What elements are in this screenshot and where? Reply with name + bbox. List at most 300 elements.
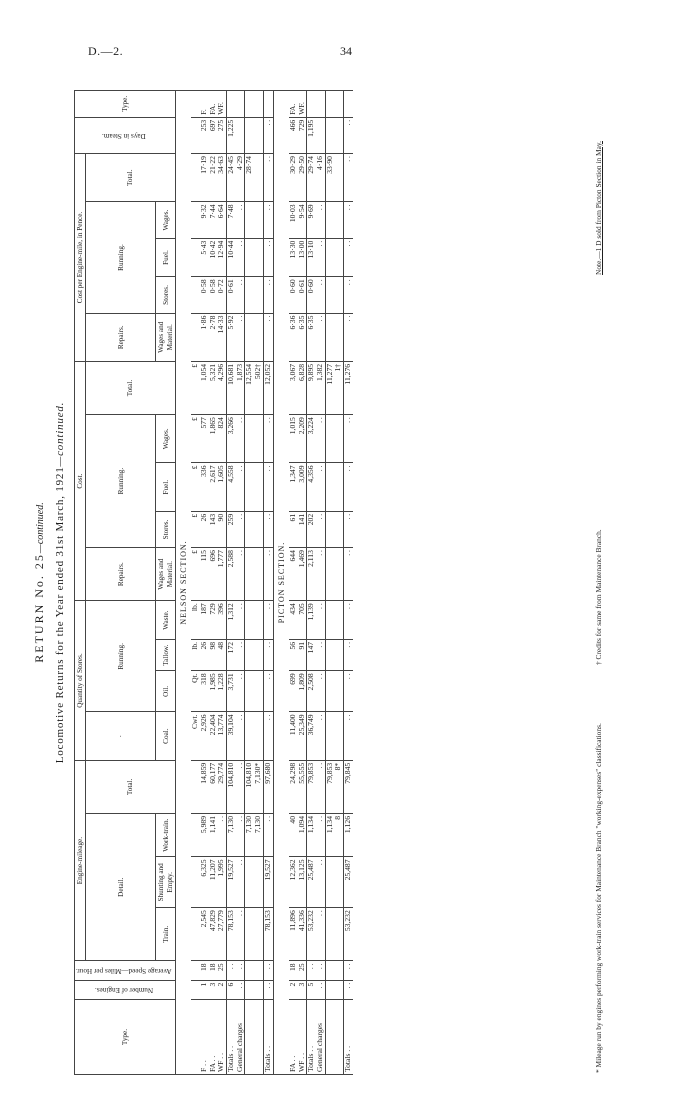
- table-cell: 0·60: [307, 277, 316, 313]
- table-cell: . .: [236, 857, 245, 908]
- table-cell: 29·74: [307, 154, 316, 202]
- table-cell: . .: [263, 601, 273, 640]
- table-cell: [316, 91, 325, 118]
- table-cell: . .: [316, 712, 325, 760]
- col-engines: Number of Engines.: [75, 980, 176, 999]
- table-cell: . .: [263, 712, 273, 760]
- table-cell: 1,382: [316, 361, 325, 414]
- table-cell: 61: [289, 511, 298, 547]
- table-cell: [254, 277, 263, 313]
- table-cell: 79,853: [307, 760, 316, 813]
- table-cell: . .: [344, 639, 353, 670]
- table-cell: [325, 463, 334, 511]
- rotated-table-frame: [32, 90, 618, 1075]
- table-cell: 11,207: [209, 857, 218, 908]
- table-cell: 7,130: [245, 813, 254, 857]
- table-cell: . .: [263, 813, 273, 857]
- col-p-wages-material: Wages and Material.: [156, 313, 176, 361]
- table-cell: [325, 277, 334, 313]
- table-cell: 18: [200, 961, 209, 980]
- table-cell: 6·36: [289, 313, 298, 361]
- table-cell: 48: [217, 639, 226, 670]
- table-cell: . .: [263, 277, 273, 313]
- table-cell: FA.: [289, 91, 298, 118]
- table-cell: 0·72: [217, 277, 226, 313]
- table-cell: 4·29: [236, 154, 245, 202]
- table-cell: 78,153: [227, 908, 236, 961]
- col-days-in-steam: Days in Steam.: [75, 117, 176, 153]
- table-cell: . .: [344, 548, 353, 601]
- table-cell: 6·64: [217, 202, 226, 238]
- table-cell: Totals . .: [227, 1000, 236, 1075]
- section-heading-nelson: [175, 91, 191, 1075]
- table-cell: [254, 117, 263, 153]
- table-cell: 336: [200, 463, 209, 511]
- table-cell: 318: [200, 671, 209, 712]
- table-cell: FA . .: [289, 1000, 298, 1075]
- table-cell: 27,779: [217, 908, 226, 961]
- col-p-wages: Wages.: [156, 202, 176, 238]
- col-detail: Detail.: [86, 813, 156, 960]
- table-cell: . .: [236, 511, 245, 547]
- table-cell: 7·44: [209, 202, 218, 238]
- table-cell: 3: [209, 980, 218, 999]
- col-cost-running: Running.: [86, 415, 156, 548]
- table-cell: . .: [217, 813, 226, 857]
- table-cell: 0·58: [209, 277, 218, 313]
- table-cell: . .: [344, 712, 353, 760]
- col-wages-material: Wages and Material.: [156, 548, 176, 601]
- table-cell: 2,545: [200, 908, 209, 961]
- table-cell: 25,487: [344, 857, 353, 908]
- col-coal: Coal.: [156, 712, 176, 760]
- col-cost-total: Total.: [86, 361, 176, 414]
- table-cell: F . .: [200, 1000, 209, 1075]
- table-cell: . .: [263, 639, 273, 670]
- table-cell: 6: [227, 980, 236, 999]
- table-cell: . .: [316, 548, 325, 601]
- table-cell: 705: [298, 601, 307, 640]
- table-cell: [254, 601, 263, 640]
- table-cell: [254, 961, 263, 980]
- table-cell: [254, 463, 263, 511]
- table-cell: [245, 548, 254, 601]
- table-cell: WF.: [217, 91, 226, 118]
- table-cell: 1,134: [325, 813, 334, 857]
- table-cell: 1,094: [298, 813, 307, 857]
- table-cell: . .: [316, 639, 325, 670]
- table-cell: 502†: [254, 361, 263, 414]
- table-cell: [325, 601, 334, 640]
- table-cell: . .: [316, 980, 325, 999]
- table-cell: Cwt.: [191, 712, 200, 760]
- table-cell: 172: [227, 639, 236, 670]
- table-cell: [334, 91, 343, 118]
- table-cell: 5·92: [227, 313, 236, 361]
- table-cell: . .: [263, 463, 273, 511]
- table-cell: lb.: [191, 601, 200, 640]
- table-cell: 3,224: [307, 415, 316, 463]
- table-cell: . .: [236, 202, 245, 238]
- table-cell: [254, 91, 263, 118]
- table-cell: [316, 117, 325, 153]
- table-cell: 10·44: [227, 238, 236, 277]
- table-cell: [245, 857, 254, 908]
- table-cell: . .: [316, 908, 325, 961]
- table-cell: [254, 202, 263, 238]
- table-cell: 6,828: [298, 361, 307, 414]
- table-cell: [325, 91, 334, 118]
- table-cell: 24·45: [227, 154, 236, 202]
- table-cell: 13·00: [298, 238, 307, 277]
- table-cell: 0·61: [298, 277, 307, 313]
- table-cell: [254, 1000, 263, 1075]
- table-cell: £: [191, 548, 200, 601]
- table-cell: [245, 671, 254, 712]
- table-cell: 29·50: [298, 154, 307, 202]
- table-cell: WF.: [298, 91, 307, 118]
- table-cell: [227, 91, 236, 118]
- table-cell: 41,336: [298, 908, 307, 961]
- general-charges-row: [316, 91, 325, 1075]
- table-cell: . .: [344, 117, 353, 153]
- table-cell: 11,277: [325, 361, 334, 414]
- table-cell: 1,015: [289, 415, 298, 463]
- table-cell: F.: [200, 91, 209, 118]
- table-cell: 5,321: [209, 361, 218, 414]
- table-cell: 21·22: [209, 154, 218, 202]
- table-cell: 36,749: [307, 712, 316, 760]
- table-cell: 253: [200, 117, 209, 153]
- table-cell: [325, 671, 334, 712]
- table-cell: 466: [289, 117, 298, 153]
- table-cell: . .: [263, 117, 273, 153]
- table-cell: . .: [236, 980, 245, 999]
- table-cell: . .: [236, 961, 245, 980]
- table-cell: 9·32: [200, 202, 209, 238]
- table-cell: 55,555: [298, 760, 307, 813]
- table-cell: 13·10: [307, 238, 316, 277]
- table-cell: lb.: [191, 639, 200, 670]
- table-cell: . .: [316, 760, 325, 813]
- table-cell: [307, 91, 316, 118]
- table-cell: 79,853: [325, 760, 334, 813]
- table-cell: [325, 313, 334, 361]
- table-cell: 577: [200, 415, 209, 463]
- table-cell: General charges: [316, 1000, 325, 1075]
- table-body: [175, 91, 352, 1075]
- table-cell: 91: [298, 639, 307, 670]
- table-cell: . .: [236, 671, 245, 712]
- table-cell: [245, 980, 254, 999]
- table-cell: WF . .: [217, 1000, 226, 1075]
- table-cell: [325, 117, 334, 153]
- table-cell: 2,617: [209, 463, 218, 511]
- table-cell: 13,774: [217, 712, 226, 760]
- section-heading: NELSON SECTION.: [175, 91, 191, 1075]
- table-cell: . .: [236, 712, 245, 760]
- table-cell: 115: [200, 548, 209, 601]
- final-totals-row: [263, 91, 273, 1075]
- table-cell: 1,126: [344, 813, 353, 857]
- table-cell: 143: [209, 511, 218, 547]
- table-cell: 7·48: [227, 202, 236, 238]
- table-cell: [254, 154, 263, 202]
- col-running: Running.: [86, 601, 156, 712]
- table-cell: 141: [298, 511, 307, 547]
- table-cell: 4,558: [227, 463, 236, 511]
- table-cell: . .: [316, 313, 325, 361]
- table-cell: . .: [344, 961, 353, 980]
- table-cell: 2,209: [298, 415, 307, 463]
- table-cell: 729: [209, 601, 218, 640]
- table-cell: 56: [289, 639, 298, 670]
- return-subtitle: Locomotive Returns for the Year ended 31st March, 1921—continued.: [54, 401, 66, 764]
- table-cell: Totals . .: [307, 1000, 316, 1075]
- totals-row: [307, 91, 316, 1075]
- footnote-note: Note.—1 D sold from Picton Section in May.: [594, 141, 603, 275]
- table-cell: . .: [236, 463, 245, 511]
- return-title: RETURN No. 25—continued.: [32, 502, 46, 663]
- col-p-running: Running.: [86, 202, 156, 313]
- table-cell: 60,177: [209, 760, 218, 813]
- table-cell: [245, 601, 254, 640]
- table-cell: 12,362: [289, 857, 298, 908]
- table-cell: . .: [263, 415, 273, 463]
- table-cell: . .: [344, 601, 353, 640]
- table-cell: [254, 548, 263, 601]
- table-cell: . .: [236, 601, 245, 640]
- table-cell: 104,810: [245, 760, 254, 813]
- table-cell: 3,731: [227, 671, 236, 712]
- table-cell: 9·54: [298, 202, 307, 238]
- table-cell: 1,469: [298, 548, 307, 601]
- table-cell: 9·69: [307, 202, 316, 238]
- table-cell: 0·61: [227, 277, 236, 313]
- table-cell: . .: [316, 671, 325, 712]
- table-cell: [245, 511, 254, 547]
- table-cell: [245, 639, 254, 670]
- table-cell: 33·90: [325, 154, 334, 202]
- table-cell: . .: [344, 671, 353, 712]
- table-cell: 1,777: [217, 548, 226, 601]
- table-cell: . .: [263, 511, 273, 547]
- footnote-star: * Mileage run by engines performing work-train services for Maintenance Branch "working-expenses" classifications.: [594, 723, 603, 1073]
- col-engine-mileage: Engine-mileage.: [75, 760, 86, 961]
- table-cell: 6·35: [298, 313, 307, 361]
- table-cell: 18: [209, 961, 218, 980]
- table-cell: 1·86: [200, 313, 209, 361]
- table-cell: [325, 1000, 334, 1075]
- table-cell: [245, 415, 254, 463]
- col-p-fuel: Fuel.: [156, 238, 176, 277]
- table-cell: 696: [209, 548, 218, 601]
- section-heading-picton: [273, 91, 289, 1075]
- table-cell: £: [191, 463, 200, 511]
- table-cell: 78,153: [263, 908, 273, 961]
- table-cell: 7,130: [227, 813, 236, 857]
- table-cell: FA . .: [209, 1000, 218, 1075]
- document-reference: D.—2.: [88, 44, 124, 58]
- table-cell: 5,989: [200, 813, 209, 857]
- table-cell: [245, 961, 254, 980]
- table-cell: . .: [344, 154, 353, 202]
- table-cell: . .: [307, 961, 316, 980]
- table-cell: . .: [263, 154, 273, 202]
- table-cell: [325, 980, 334, 999]
- subtotal-row: [325, 91, 334, 1075]
- table-cell: 34·63: [217, 154, 226, 202]
- table-cell: [254, 313, 263, 361]
- table-cell: 1,809: [298, 671, 307, 712]
- table-cell: 17·19: [200, 154, 209, 202]
- col-wages: Wages.: [156, 415, 176, 463]
- table-cell: . .: [344, 463, 353, 511]
- table-cell: 1†: [334, 361, 343, 414]
- table-cell: [245, 712, 254, 760]
- table-cell: 2: [289, 980, 298, 999]
- table-cell: [245, 117, 254, 153]
- table-cell: . .: [316, 857, 325, 908]
- table-cell: 3,067: [289, 361, 298, 414]
- table-cell: . .: [263, 671, 273, 712]
- table-cell: 13,125: [298, 857, 307, 908]
- table-cell: [325, 961, 334, 980]
- table-cell: 3: [298, 980, 307, 999]
- col-tallow: Tallow.: [156, 639, 176, 670]
- table-cell: [245, 313, 254, 361]
- table-cell: [254, 639, 263, 670]
- table-cell: 2,508: [307, 671, 316, 712]
- table-cell: 1,134: [307, 813, 316, 857]
- table-cell: [245, 277, 254, 313]
- table-cell: [245, 238, 254, 277]
- page-number: 34: [340, 44, 352, 58]
- col-cost: Cost.: [75, 361, 86, 600]
- table-cell: [254, 980, 263, 999]
- table-cell: . .: [263, 238, 273, 277]
- col-running-blank: ·: [86, 712, 156, 760]
- table-cell: 1,347: [289, 463, 298, 511]
- table-cell: 396: [217, 601, 226, 640]
- totals-row: [227, 91, 236, 1075]
- col-p-repairs: Repairs.: [86, 313, 156, 361]
- table-cell: £: [191, 415, 200, 463]
- col-cost-per-engine-mile: Cost per Engine-mile, in Pence.: [75, 154, 86, 362]
- table-cell: [254, 857, 263, 908]
- table-cell: . .: [263, 548, 273, 601]
- table-cell: [236, 91, 245, 118]
- table-cell: 29,774: [217, 760, 226, 813]
- col-fuel: Fuel.: [156, 463, 176, 511]
- table-cell: 699: [289, 671, 298, 712]
- table-cell: 11,276: [344, 361, 353, 414]
- table-cell: [325, 202, 334, 238]
- table-cell: 0·60: [289, 277, 298, 313]
- table-cell: . .: [344, 415, 353, 463]
- col-train: Train.: [156, 908, 176, 961]
- table-cell: 39,104: [227, 712, 236, 760]
- table-cell: 19,527: [263, 857, 273, 908]
- table-cell: 1,054: [200, 361, 209, 414]
- locomotive-returns-table: [74, 90, 353, 1075]
- table-cell: 259: [227, 511, 236, 547]
- table-cell: 10·42: [209, 238, 218, 277]
- table-cell: General charges: [236, 1000, 245, 1075]
- table-cell: 25: [217, 961, 226, 980]
- table-cell: [254, 908, 263, 961]
- table-cell: . .: [236, 639, 245, 670]
- table-cell: 0·58: [200, 277, 209, 313]
- col-speed: Average Speed—Miles per Hour.: [75, 961, 176, 980]
- table-cell: 12·94: [217, 238, 226, 277]
- table-cell: 6·35: [307, 313, 316, 361]
- table-cell: 7,130*: [254, 760, 263, 813]
- table-cell: 22,404: [209, 712, 218, 760]
- table-cell: [263, 91, 273, 118]
- table-cell: [245, 91, 254, 118]
- table-cell: [245, 908, 254, 961]
- table-cell: [325, 238, 334, 277]
- table-cell: [254, 671, 263, 712]
- table-cell: 25,487: [307, 857, 316, 908]
- table-cell: . .: [316, 238, 325, 277]
- subtotal-row: [245, 91, 254, 1075]
- table-cell: 9,895: [307, 361, 316, 414]
- col-repairs: Repairs.: [86, 548, 156, 601]
- table-cell: 7,130: [254, 813, 263, 857]
- col-type-right: Type.: [75, 91, 176, 118]
- table-cell: 275: [217, 117, 226, 153]
- table-cell: [325, 857, 334, 908]
- table-cell: 5: [307, 980, 316, 999]
- table-cell: [236, 117, 245, 153]
- table-cell: . .: [316, 511, 325, 547]
- table-cell: 1,139: [307, 601, 316, 640]
- table-cell: 14,859: [200, 760, 209, 813]
- table-cell: 147: [307, 639, 316, 670]
- col-p-stores: Stores.: [156, 277, 176, 313]
- table-cell: Totals . .: [263, 1000, 273, 1075]
- table-cell: 6,325: [200, 857, 209, 908]
- col-waste: Waste.: [156, 601, 176, 640]
- table-cell: 26: [200, 639, 209, 670]
- table-cell: . .: [236, 277, 245, 313]
- table-cell: 47,829: [209, 908, 218, 961]
- table-cell: . .: [227, 961, 236, 980]
- table-cell: 824: [217, 415, 226, 463]
- table-cell: 11,400: [289, 712, 298, 760]
- table-cell: 98: [209, 639, 218, 670]
- col-shunting: Shunting and Empty.: [156, 857, 176, 908]
- table-cell: 13·30: [289, 238, 298, 277]
- table-cell: . .: [236, 548, 245, 601]
- table-cell: . .: [316, 961, 325, 980]
- table-cell: 26: [200, 511, 209, 547]
- table-cell: [325, 415, 334, 463]
- table-cell: 1,985: [209, 671, 218, 712]
- table-cell: 90: [217, 511, 226, 547]
- col-oil: Oil.: [156, 671, 176, 712]
- table-cell: 8: [334, 813, 343, 857]
- footnote-dagger: † Credits for same from Maintenance Branch.: [594, 529, 603, 665]
- table-cell: 19,527: [227, 857, 236, 908]
- table-cell: 79,845: [344, 760, 353, 813]
- table-cell: 2·78: [209, 313, 218, 361]
- table-cell: 30·29: [289, 154, 298, 202]
- table-cell: . .: [263, 313, 273, 361]
- table-cell: [325, 639, 334, 670]
